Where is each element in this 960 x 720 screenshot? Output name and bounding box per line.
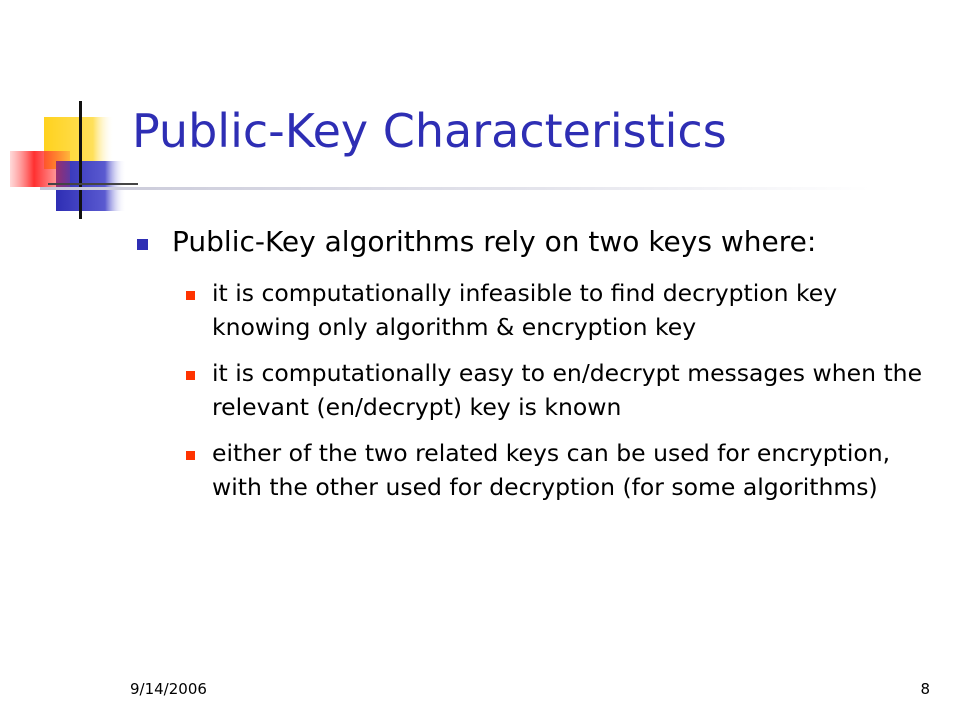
footer-page-number: 8 [920, 680, 930, 698]
sub-bullet-text: it is computationally easy to en/decrypt messages when the relevant (en/decrypt) key is known [212, 359, 923, 421]
sub-bullet-item [134, 436, 934, 504]
slide-body [134, 222, 934, 516]
title-underline [40, 187, 870, 190]
sub-bullet-text: either of the two related keys can be used for encryption, with the other used for decryption (for some algorithms) [212, 439, 891, 501]
square-bullet-icon [137, 239, 148, 250]
slide-title: Public-Key Characteristics [132, 104, 727, 158]
sub-bullet-text: it is computationally infeasible to find decryption key knowing only algorithm & encryption key [212, 279, 838, 341]
square-bullet-icon [186, 291, 195, 300]
main-bullet-text: Public-Key algorithms rely on two keys where: [172, 225, 817, 258]
main-bullet-item [134, 222, 934, 262]
sub-bullet-item [134, 356, 934, 424]
footer-date: 9/14/2006 [130, 680, 207, 698]
corner-decoration [0, 95, 140, 225]
square-bullet-icon [186, 371, 195, 380]
square-bullet-icon [186, 451, 195, 460]
sub-bullet-item [134, 276, 934, 344]
